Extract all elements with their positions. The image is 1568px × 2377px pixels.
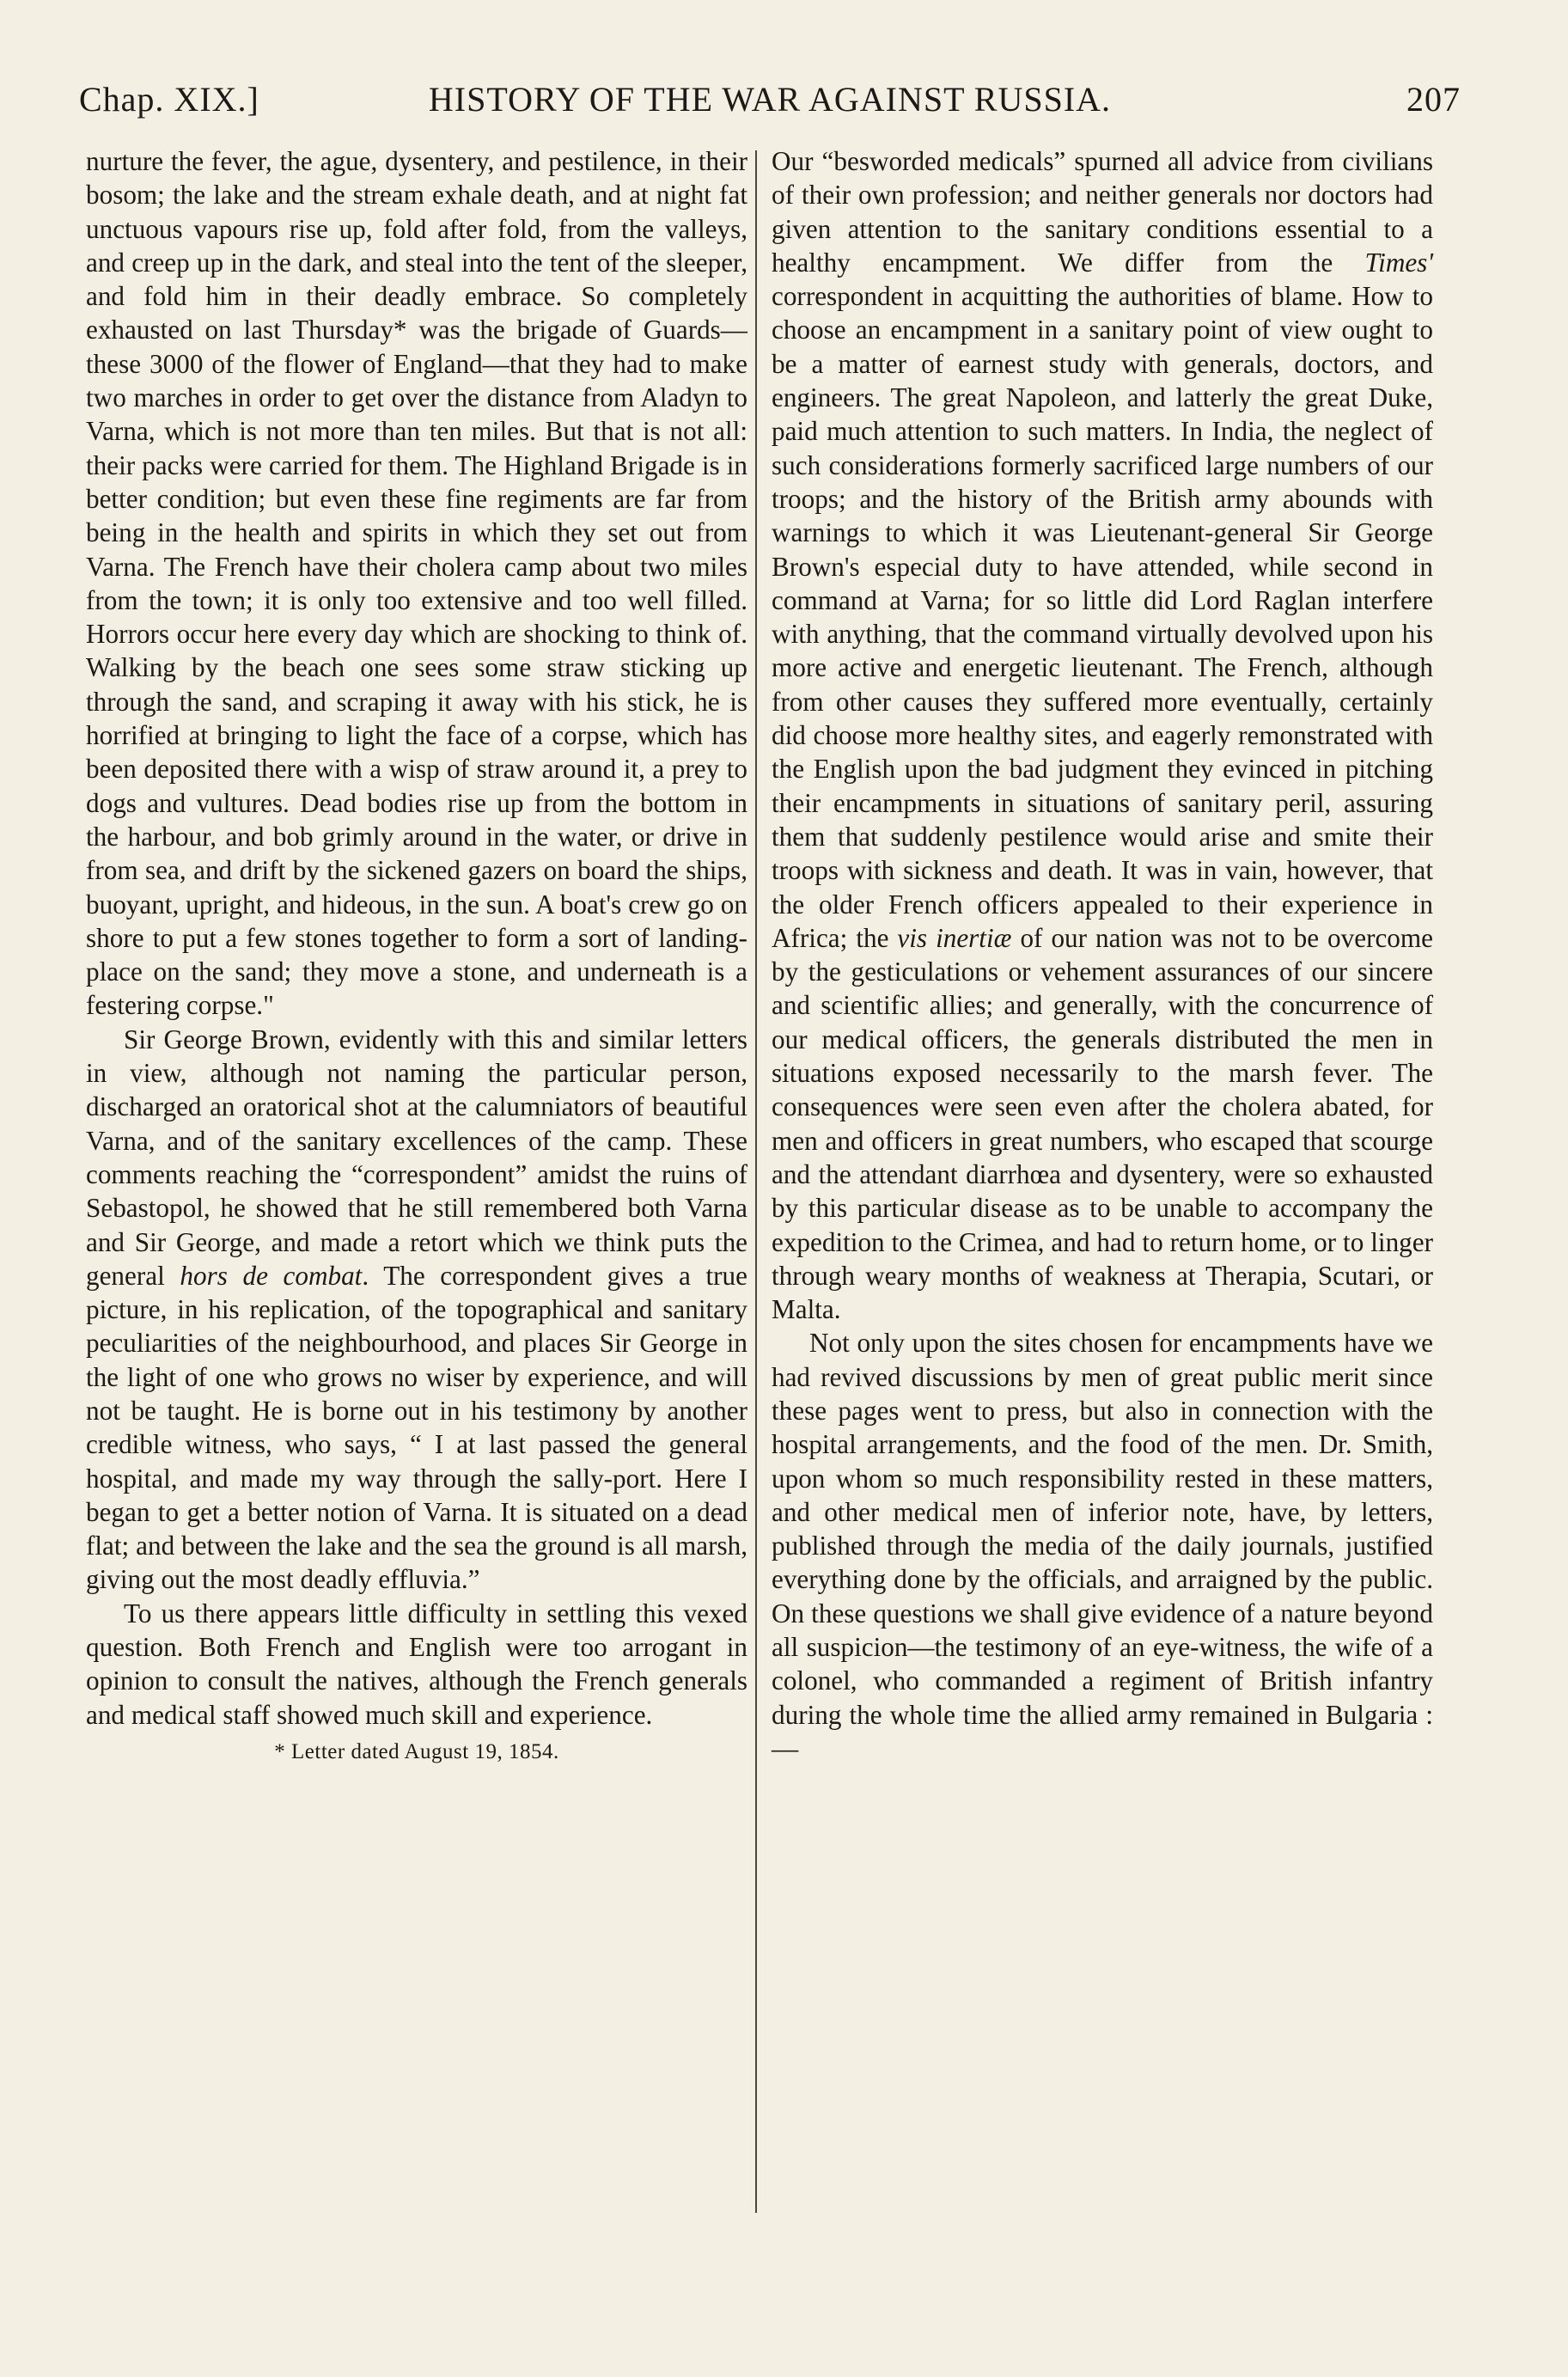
paragraph-text: Our “besworded medicals” spurned all advice from civilians of their own profession; and neither generals nor doctors had given attention to the sanitary conditions essential to a healthy encampment. We differ from the xyxy=(772,146,1433,278)
paragraph xyxy=(772,144,1433,1326)
italic-phrase: hors de combat xyxy=(180,1260,363,1291)
paragraph: nurture the fever, the ague, dysentery, and pestilence, in their bosom; the lake and the stream exhale death, and at night fat unctuous vapours rise up, fold after fold, from the valleys, and creep up in the dark, and steal into the tent of the sleeper, and fold him in their deadly embrace. So completely exhausted on last Thursday* was the brigade of Guards—these 3000 of the flower of England—that they had to make two marches in order to get over the distance from Aladyn to Varna, which is not more than ten miles. But that is not all: their packs were carried for them. The Highland Brigade is in better condition; but even these fine regiments are far from being in the health and spirits in which they set out from Varna. The French have their cholera camp about two miles from the town; it is only too extensive and too well filled. Horrors occur here every day which are shocking to think of. Walking by the beach one sees some straw sticking up through the sand, and scraping it away with his stick, he is horrified at bringing to light the face of a corpse, which has been deposited there with a wisp of straw around it, a prey to dogs and vultures. Dead bodies rise up from the bottom in the harbour, and bob grimly around in the water, or drive in from sea, and drift by the sickened gazers on board the ships, buoyant, upright, and hideous, in the sun. A boat's crew go on shore to put a few stones together to form a sort of landing-place on the sand; they move a stone, and underneath is a festering corpse." xyxy=(86,146,747,1021)
italic-phrase: Times' xyxy=(1364,247,1433,278)
italic-phrase: vis inertiæ xyxy=(897,922,1012,953)
paragraph-text: . The correspondent gives a true picture, in his replication, of the topographical and sanitary peculiarities of the neighbourhood, and places Sir George in the light of one who grows no wiser by experience, and will not be taught. He is borne out in his testimony by another credible witness, who says, “ I at last passed the general hospital, and made my way through the sally-port. Here I began to get a better notion of Varna. It is situated on a dead flat; and between the lake and the sea the ground is all marsh, giving out the most deadly effluvia.” xyxy=(86,1260,747,1595)
running-header xyxy=(79,79,1461,125)
paragraph: To us there appears little difficulty in settling this vexed question. Both French and English were too arrogant in opinion to consult the natives, although the French generals and medical staff showed much skill and experience. xyxy=(86,1598,747,1730)
page-number: 207 xyxy=(1406,80,1461,119)
left-column xyxy=(86,144,747,1768)
footnote: * Letter dated August 19, 1854. xyxy=(274,1739,559,1763)
paragraph-text: correspondent in acquitting the authorities of blame. How to choose an encampment in a sanitary point of view ought to be a matter of earnest study with generals, doctors, and engineers. The great Napoleon, and latterly the great Duke, paid much attention to such matters. In India, the neglect of such considerations formerly sacrificed large numbers of our troops; and the history of the British army abounds with warnings to which it was Lieutenant-general Sir George Brown's especial duty to have attended, while second in command at Varna; for so little did Lord Raglan interfere with anything, that the command virtually devolved upon his more active and energetic lieutenant. The French, although from other causes they suffered more eventually, certainly did choose more healthy sites, and eagerly remonstrated with the English upon the bad judgment they evinced in pitching their encampments in situations of sanitary peril, assuring them that suddenly pestilence would arise and smite their troops with sickness and death. It was in vain, however, that the older French officers appealed to their experience in Africa; the xyxy=(772,281,1433,953)
column-divider xyxy=(755,150,757,2213)
right-column xyxy=(772,144,1433,1765)
paragraph xyxy=(86,1023,747,1597)
chapter-label: Chap. XIX.] xyxy=(79,80,259,119)
paragraph: Not only upon the sites chosen for encampments have we had revived discussions by men of great public merit since these pages went to press, but also in connection with the hospital arrangements, and the food of the men. Dr. Smith, upon whom so much responsibility rested in these matters, and other medical men of inferior note, have, by letters, published through the media of the daily journals, justified everything done by the officials, and arraigned by the public. On these questions we shall give evidence of a nature beyond all suspicion—the testimony of an eye-witness, the wife of a colonel, who commanded a regiment of British infantry during the whole time the allied army remained in Bulgaria :— xyxy=(772,1328,1433,1763)
running-title: HISTORY OF THE WAR AGAINST RUSSIA. xyxy=(428,80,1112,119)
paragraph-text: of our nation was not to be overcome by the gesticulations or vehement assurances of our sincere and scientific allies; and generally, with the concurrence of our medical officers, the generals distributed the men in situations exposed necessarily to the marsh fever. The consequences were seen even after the cholera abated, for men and officers in great numbers, who escaped that scourge and the attendant diarrhœa and dysentery, were so exhausted by this particular disease as to be unable to accompany the expedition to the Crimea, and had to return home, or to linger through weary months of weakness at Therapia, Scutari, or Malta. xyxy=(772,922,1433,1325)
paragraph-text: Sir George Brown, evidently with this and similar letters in view, although not naming the particular person, discharged an oratorical shot at the calumniators of beautiful Varna, and of the sanitary excellences of the camp. These comments reaching the “correspondent” amidst the ruins of Sebastopol, he showed that he still remembered both Varna and Sir George, and made a retort which we think puts the general xyxy=(86,1024,747,1291)
